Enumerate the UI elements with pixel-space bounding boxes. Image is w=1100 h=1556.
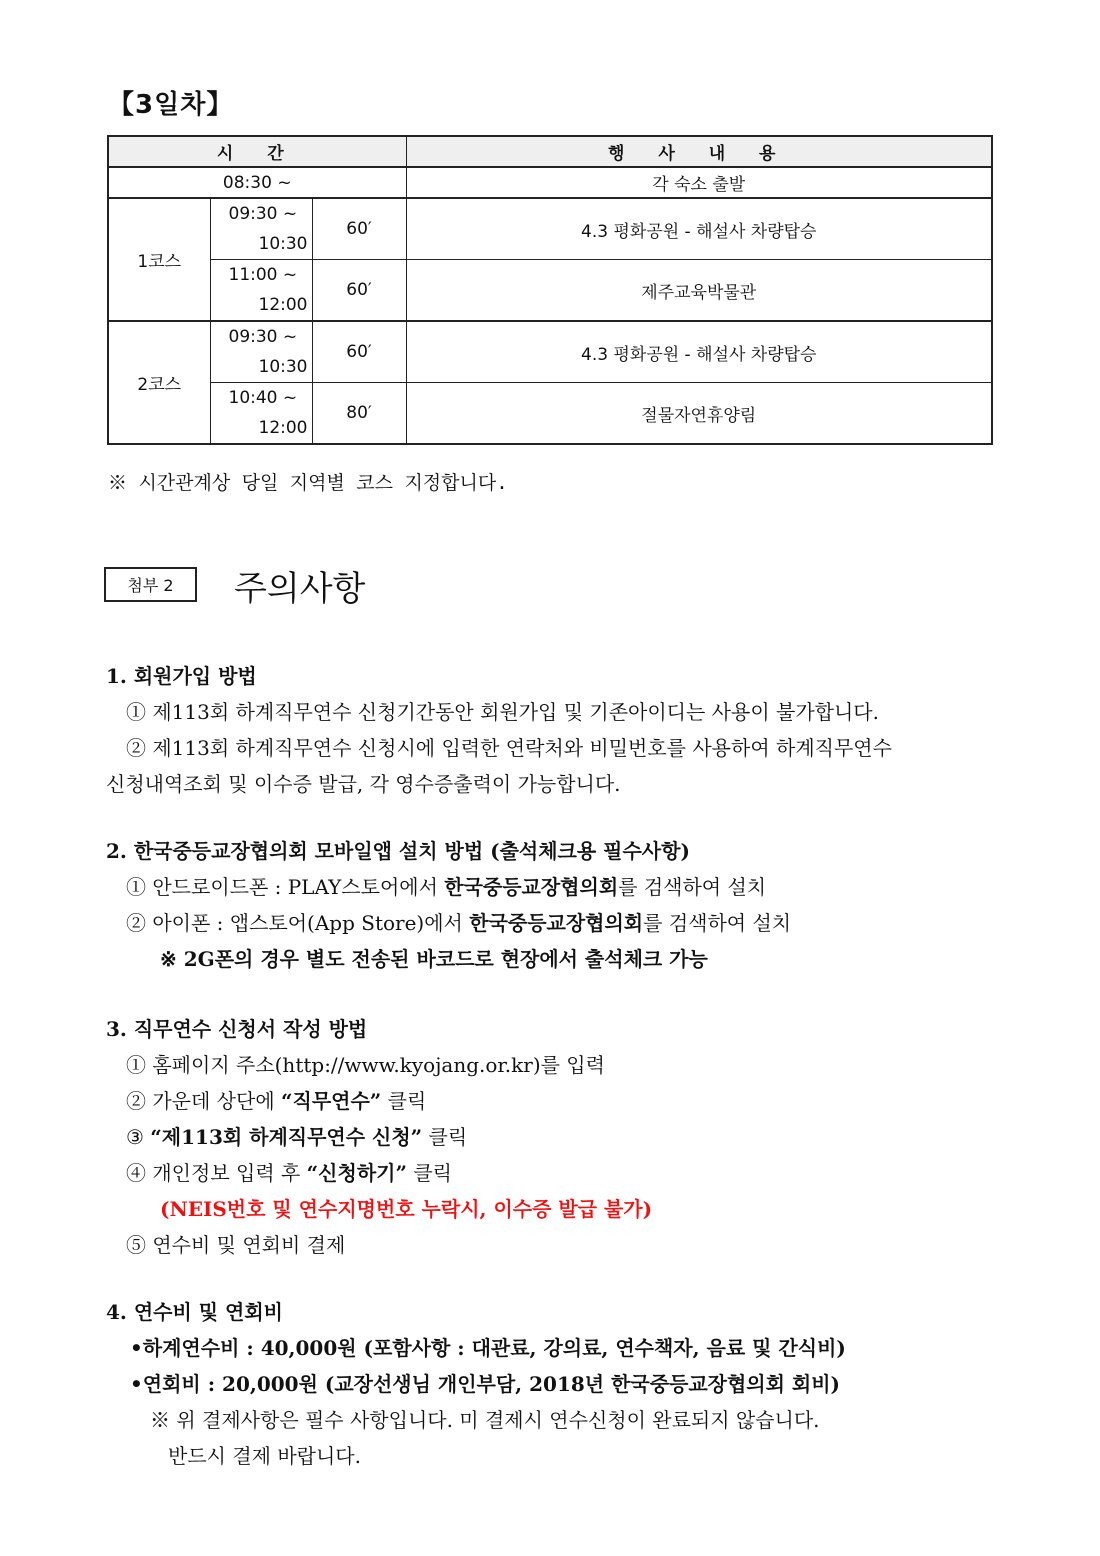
text: ① 안드로이드폰 : PLAY스토어에서 bbox=[126, 875, 445, 899]
list-item: ⑤ 연수비 및 연회비 결제 bbox=[126, 1233, 346, 1257]
slot-content: 제주교육박물관 bbox=[406, 260, 992, 322]
course-name: 1코스 bbox=[108, 198, 210, 321]
table-header-row bbox=[108, 136, 992, 167]
list-item: •하계연수비 : 40,000원 (포함사항 : 대관료, 강의료, 연수책자, 음료 및 간식비) bbox=[130, 1336, 846, 1360]
table-row bbox=[108, 198, 992, 260]
text: 를 검색하여 설치 bbox=[643, 911, 792, 935]
list-item: ※ 위 결제사항은 필수 사항입니다. 미 결제시 연수신청이 완료되지 않습니다. bbox=[150, 1408, 820, 1432]
table-row bbox=[108, 321, 992, 383]
list-item: ① 제113회 하계직무연수 신청기간동안 회원가입 및 기존아이디는 사용이 불가합니다. bbox=[126, 700, 879, 724]
departure-content: 각 숙소 출발 bbox=[406, 167, 992, 198]
list-item: ※ 2G폰의 경우 별도 전송된 바코드로 현장에서 출석체크 가능 bbox=[160, 947, 708, 971]
emphasis: “신청하기” bbox=[306, 1161, 407, 1185]
emphasis: “직무연수” bbox=[281, 1089, 382, 1113]
text: ③ bbox=[126, 1125, 151, 1149]
list-item: ② 제113회 하계직무연수 신청시에 입력한 연락처와 비밀번호를 사용하여 하계직무연수 bbox=[126, 736, 892, 760]
departure-time: 08:30 ~ bbox=[108, 167, 406, 198]
slot-time bbox=[210, 198, 312, 260]
slot-time bbox=[210, 260, 312, 322]
emphasis: 한국중등교장협의회 bbox=[469, 911, 644, 935]
slot-time bbox=[210, 383, 312, 445]
slot-end: 12:00 bbox=[258, 295, 308, 315]
slot-content: 4.3 평화공원 - 해설사 차량탑승 bbox=[406, 198, 992, 260]
slot-duration: 80′ bbox=[312, 383, 406, 445]
table-row bbox=[108, 167, 992, 198]
section-fees bbox=[106, 1294, 1006, 1474]
slot-duration: 60′ bbox=[312, 321, 406, 383]
section-application bbox=[106, 1011, 1006, 1263]
slot-duration: 60′ bbox=[312, 198, 406, 260]
schedule-table bbox=[107, 135, 993, 445]
slot-end: 12:00 bbox=[258, 418, 308, 438]
list-item: ① 홈페이지 주소(http://www.kyojang.or.kr)를 입력 bbox=[126, 1053, 605, 1077]
slot-start: 09:30 ~ bbox=[228, 204, 298, 224]
text: 클릭 bbox=[422, 1125, 468, 1149]
slot-start: 09:30 ~ bbox=[228, 327, 298, 347]
emphasis: “제113회 하계직무연수 신청” bbox=[150, 1125, 423, 1149]
list-item: 반드시 결제 바랍니다. bbox=[168, 1444, 361, 1468]
header-content: 행 사 내 용 bbox=[406, 136, 992, 167]
warning-text: (NEIS번호 및 연수지명번호 누락시, 이수증 발급 불가) bbox=[160, 1197, 653, 1221]
attachment-title: 주의사항 bbox=[234, 569, 366, 609]
section-title: 3. 직무연수 신청서 작성 방법 bbox=[106, 1017, 368, 1041]
text: 클릭 bbox=[406, 1161, 452, 1185]
table-note: ※ 시간관계상 당일 지역별 코스 지정합니다. bbox=[108, 472, 508, 494]
section-mobile-app bbox=[106, 833, 1006, 977]
text: 클릭 bbox=[381, 1089, 427, 1113]
slot-end: 10:30 bbox=[258, 357, 308, 377]
list-item: •연회비 : 20,000원 (교장선생님 개인부담, 2018년 한국중등교장협의회 회비) bbox=[130, 1372, 841, 1396]
slot-content: 절물자연휴양림 bbox=[406, 383, 992, 445]
text: ② 가운데 상단에 bbox=[126, 1089, 281, 1113]
list-item bbox=[106, 905, 1006, 941]
section-membership bbox=[106, 658, 1006, 802]
emphasis: 한국중등교장협의회 bbox=[444, 875, 619, 899]
table-row bbox=[108, 260, 992, 322]
list-item: 신청내역조회 및 이수증 발급, 각 영수증출력이 가능합니다. bbox=[106, 772, 621, 796]
text: 를 검색하여 설치 bbox=[618, 875, 767, 899]
section-title: 1. 회원가입 방법 bbox=[106, 664, 257, 688]
slot-content: 4.3 평화공원 - 해설사 차량탑승 bbox=[406, 321, 992, 383]
slot-time bbox=[210, 321, 312, 383]
day-title: 【3일차】 bbox=[108, 90, 234, 120]
table-row bbox=[108, 383, 992, 445]
header-time: 시 간 bbox=[108, 136, 406, 167]
slot-end: 10:30 bbox=[258, 234, 308, 254]
list-item bbox=[106, 1083, 1006, 1119]
section-title: 4. 연수비 및 연회비 bbox=[106, 1300, 284, 1324]
list-item bbox=[106, 1155, 1006, 1191]
list-item bbox=[106, 869, 1006, 905]
course-name: 2코스 bbox=[108, 321, 210, 444]
text: ② 아이폰 : 앱스토어(App Store)에서 bbox=[126, 911, 470, 935]
slot-start: 10:40 ~ bbox=[228, 388, 298, 408]
text: ④ 개인정보 입력 후 bbox=[126, 1161, 307, 1185]
slot-duration: 60′ bbox=[312, 260, 406, 322]
section-title: 2. 한국중등교장협의회 모바일앱 설치 방법 (출석체크용 필수사항) bbox=[106, 839, 690, 863]
attachment-label: 첨부 2 bbox=[104, 567, 197, 602]
slot-start: 11:00 ~ bbox=[228, 265, 298, 285]
list-item bbox=[106, 1119, 1006, 1155]
